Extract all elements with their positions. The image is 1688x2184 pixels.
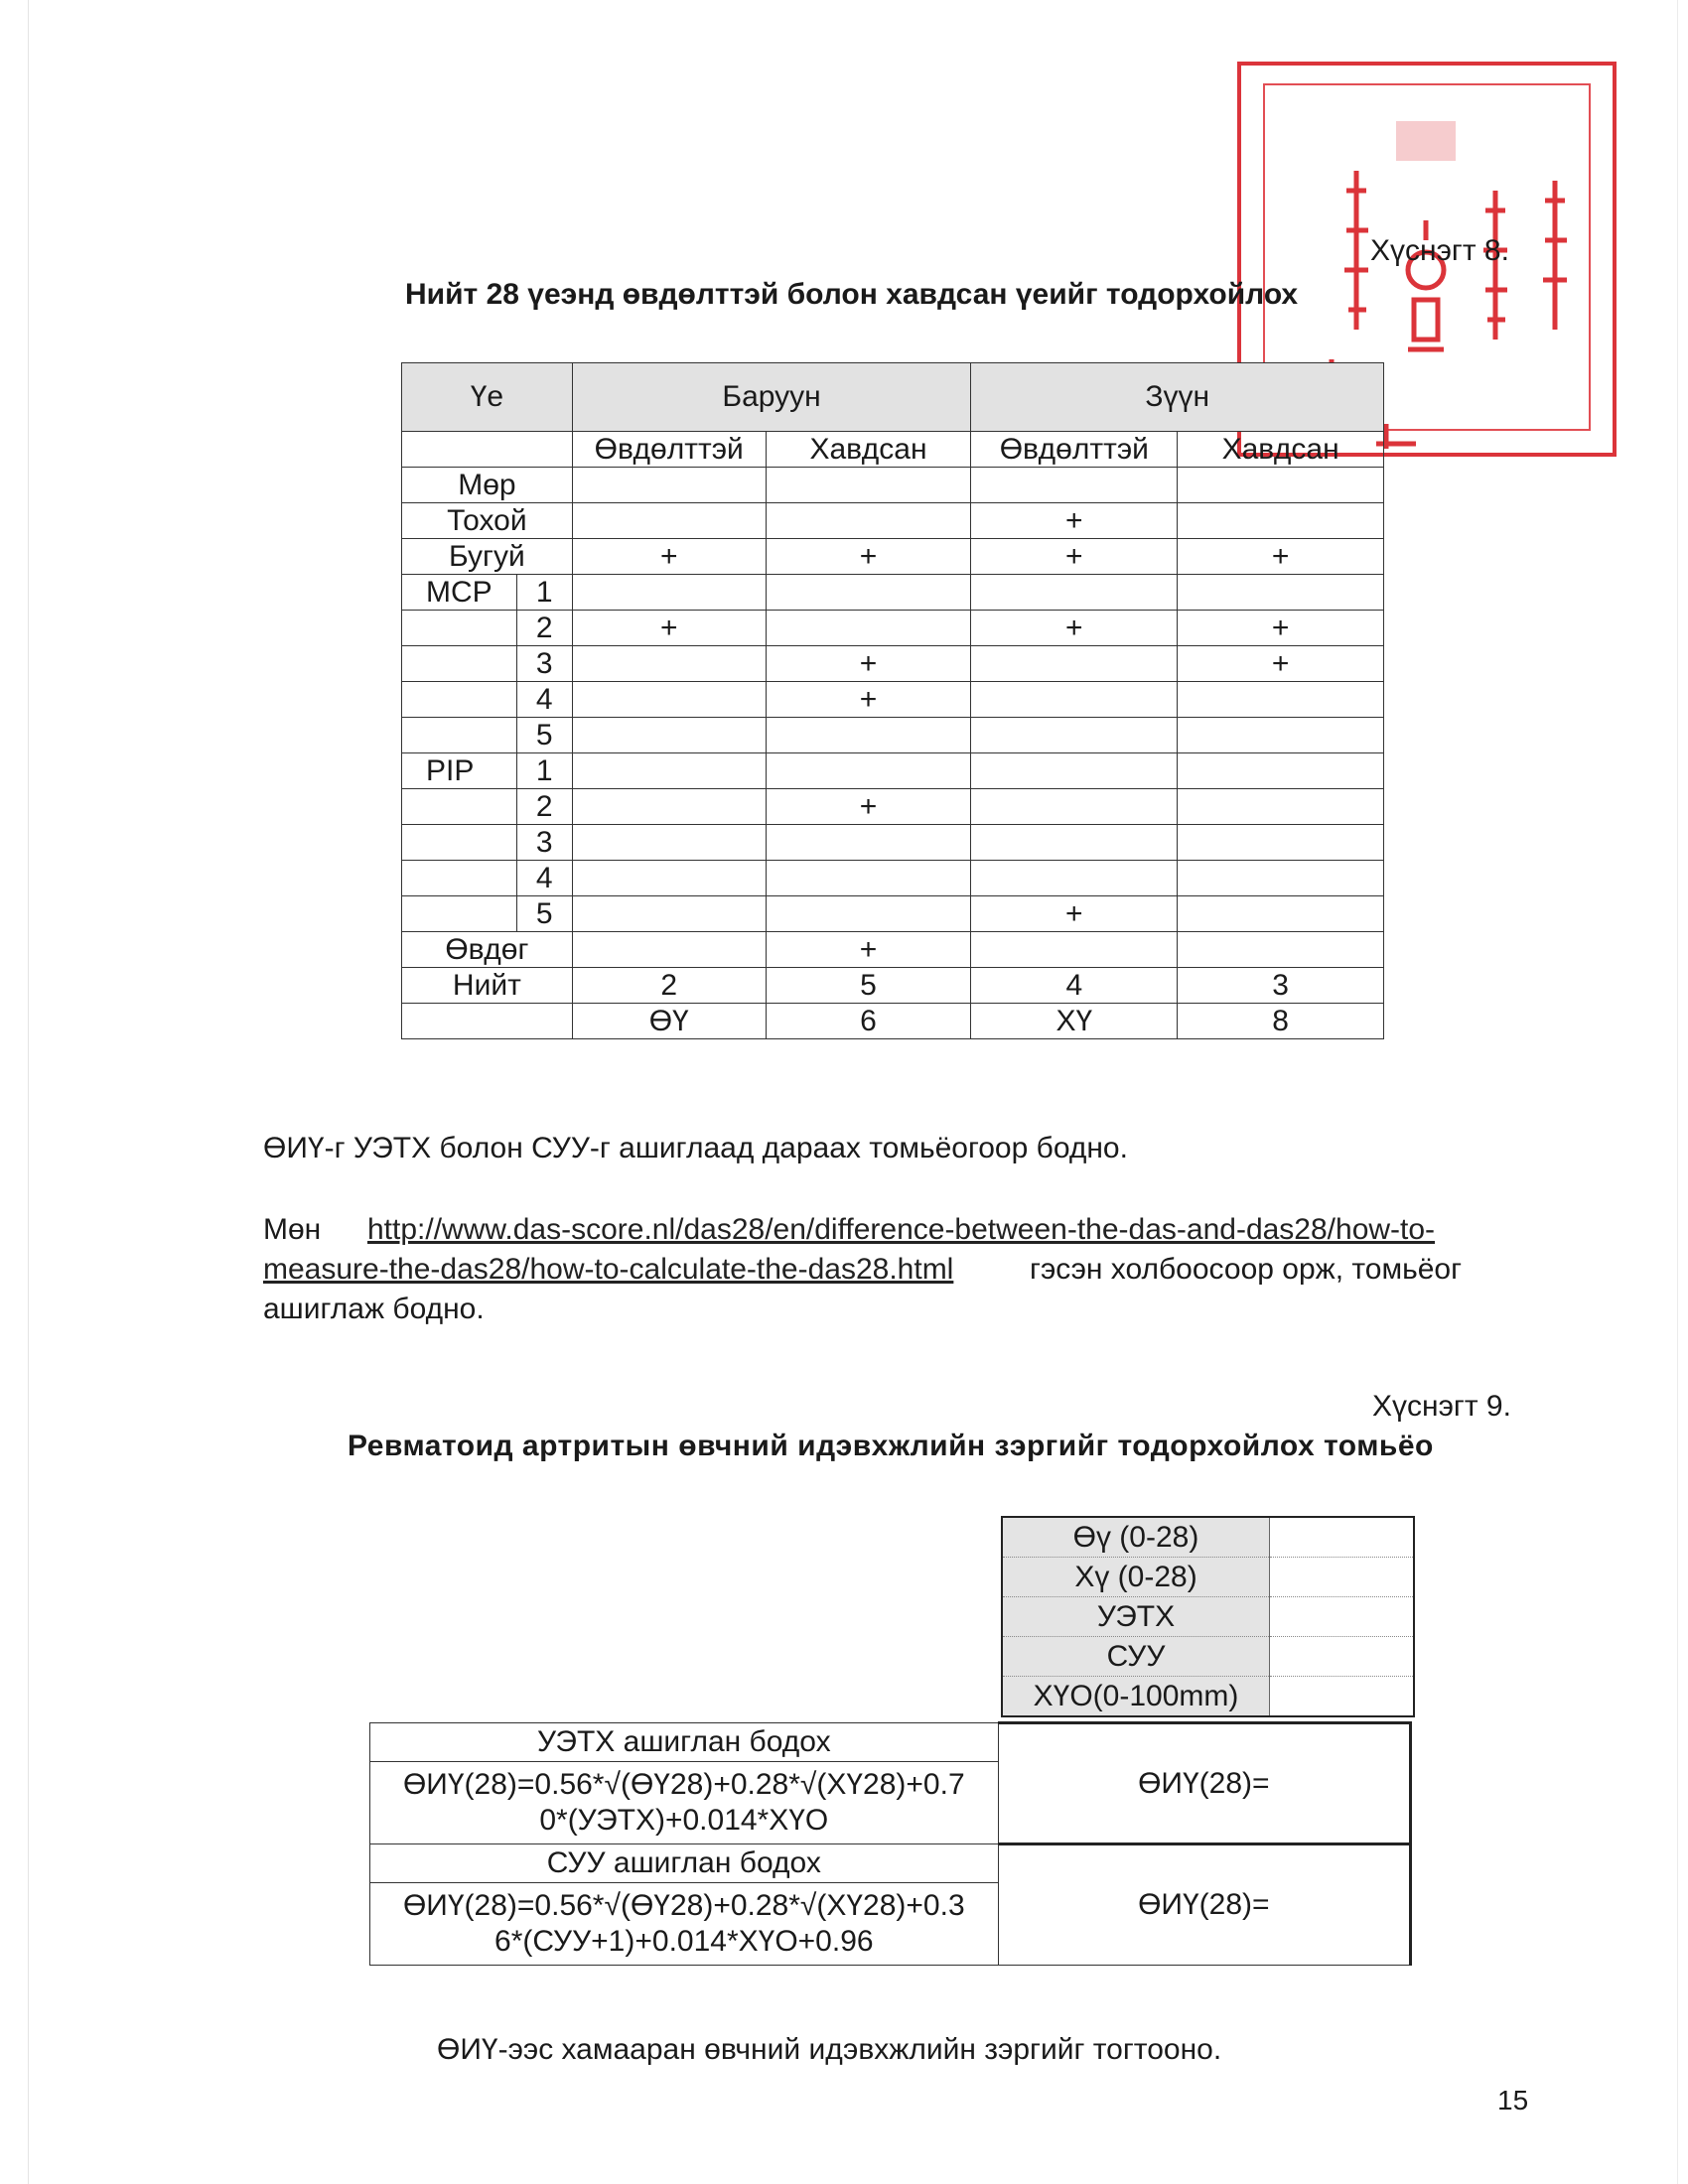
summary-ou-label: ӨҮ (572, 1004, 766, 1039)
das-input-table (1001, 1516, 1415, 1717)
total-right-pain: 2 (572, 968, 766, 1004)
esr-result-label: ӨИҮ(28)= (1138, 1766, 1270, 1800)
right-swollen-cell (766, 611, 971, 646)
esr-formula-line1: ӨИҮ(28)=0.56*√(ӨҮ28)+0.28*√(ХҮ28)+0.7 (402, 1768, 965, 1801)
left-pain-cell: + (971, 611, 1178, 646)
right-swollen-cell (766, 575, 971, 611)
left-swollen-cell (1178, 575, 1384, 611)
joint-name (402, 897, 426, 930)
joint-name: МСР (426, 575, 492, 609)
left-swollen-cell (1178, 468, 1384, 503)
total-left-swollen: 3 (1178, 968, 1384, 1004)
total-label: Нийт (402, 968, 573, 1004)
joint-cell (402, 503, 573, 539)
joint-count-table (401, 362, 1384, 1039)
right-swollen-cell: + (766, 789, 971, 825)
left-swollen-cell: + (1178, 611, 1384, 646)
das-calculation-table (369, 1721, 1412, 1966)
right-swollen-cell: + (766, 539, 971, 575)
right-pain-cell (572, 575, 766, 611)
input-label: СУУ (1002, 1637, 1270, 1677)
annex8-title: Нийт 28 үеэнд өвдөлттэй болон хавдсан үеийг тодорхойлох (405, 278, 1299, 311)
joint-name: Өвдөг (445, 932, 529, 966)
esr-formula (370, 1762, 999, 1844)
left-swollen-cell: + (1178, 539, 1384, 575)
joint-subnumber: 4 (516, 861, 572, 895)
input-row (1002, 1637, 1414, 1677)
table-row (402, 503, 1384, 539)
joint-subnumber: 2 (516, 789, 572, 824)
input-label: Хү (0-28) (1002, 1558, 1270, 1597)
header-right: Баруун (572, 363, 971, 432)
table-row (402, 539, 1384, 575)
right-swollen-cell: + (766, 646, 971, 682)
joint-subnumber: 1 (516, 753, 572, 788)
table-row (402, 718, 1384, 753)
total-left-pain: 4 (971, 968, 1178, 1004)
left-swollen-cell (1178, 932, 1384, 968)
joint-name: Мөр (458, 468, 516, 501)
header-joint: Үе (402, 363, 573, 432)
annex8-label: Хүснэгт 8. (1370, 234, 1509, 267)
table-row (402, 932, 1384, 968)
table-row-total (402, 968, 1384, 1004)
left-swollen-cell (1178, 753, 1384, 789)
esr-formula-line2: 0*(УЭТХ)+0.014*ХҮО (539, 1804, 829, 1837)
left-pain-cell (971, 789, 1178, 825)
joint-cell (402, 646, 573, 682)
left-pain-cell (971, 575, 1178, 611)
input-row (1002, 1517, 1414, 1558)
left-swollen-cell (1178, 503, 1384, 539)
joint-subnumber: 4 (516, 682, 572, 717)
summary-blank (402, 1004, 573, 1039)
esr-header: УЭТХ ашиглан бодох (370, 1723, 999, 1762)
paragraph-line3: ашиглаж бодно. (263, 1293, 485, 1325)
right-pain-cell: + (572, 611, 766, 646)
right-pain-cell (572, 932, 766, 968)
joint-cell (402, 682, 573, 718)
right-pain-cell: + (572, 539, 766, 575)
table-row (402, 825, 1384, 861)
crp-result (998, 1844, 1410, 1966)
left-pain-cell (971, 753, 1178, 789)
right-pain-cell (572, 468, 766, 503)
joint-subnumber: 5 (516, 896, 572, 931)
right-pain-cell (572, 896, 766, 932)
left-swollen-cell (1178, 896, 1384, 932)
joint-name: Тохой (447, 503, 527, 537)
table-row (402, 789, 1384, 825)
table-row (402, 861, 1384, 896)
left-swollen-cell (1178, 789, 1384, 825)
joint-cell (402, 861, 573, 896)
joint-cell (402, 932, 573, 968)
joint-cell (402, 753, 573, 789)
joint-cell (402, 718, 573, 753)
joint-name: PIP (426, 753, 475, 787)
input-label: ХҮО(0-100mm) (1002, 1677, 1270, 1717)
joint-subnumber: 1 (516, 575, 572, 610)
left-pain-cell (971, 718, 1178, 753)
input-value-field[interactable] (1270, 1637, 1415, 1677)
right-pain-cell (572, 646, 766, 682)
annex9-title: Ревматоид артритын өвчний идэвхжлийн зэргийг тодорхойлох томьёо (348, 1430, 1434, 1462)
left-swollen-cell (1178, 682, 1384, 718)
left-pain-cell (971, 932, 1178, 968)
right-swollen-cell: + (766, 932, 971, 968)
paragraph-link-prefix: Мөн (263, 1213, 322, 1246)
left-swollen-cell (1178, 718, 1384, 753)
joint-name (402, 719, 426, 751)
table-row (402, 682, 1384, 718)
left-pain-cell: + (971, 539, 1178, 575)
esr-result (998, 1723, 1410, 1844)
crp-formula (370, 1883, 999, 1966)
header-right-pain: Өвдөлттэй (572, 432, 766, 468)
left-pain-cell (971, 825, 1178, 861)
table-row (402, 896, 1384, 932)
table-row (402, 646, 1384, 682)
right-swollen-cell (766, 468, 971, 503)
header-left: Зүүн (971, 363, 1384, 432)
table-row (402, 468, 1384, 503)
right-swollen-cell (766, 753, 971, 789)
input-row (1002, 1677, 1414, 1717)
summary-hu-label: ХҮ (971, 1004, 1178, 1039)
crp-header: СУУ ашиглан бодох (370, 1844, 999, 1883)
joint-cell (402, 575, 573, 611)
crp-result-label: ӨИҮ(28)= (1138, 1888, 1270, 1921)
left-pain-cell (971, 861, 1178, 896)
das28-link[interactable]: http://www.das-score.nl/das28/en/difference-between-the-das-and-das28/how-to- (367, 1213, 1436, 1246)
input-value-field[interactable] (1270, 1517, 1415, 1558)
left-swollen-cell (1178, 825, 1384, 861)
right-swollen-cell (766, 896, 971, 932)
paragraph-link-suffix: гэсэн холбоосоор орж, томьёог (1030, 1253, 1463, 1286)
right-swollen-cell (766, 718, 971, 753)
joint-cell (402, 539, 573, 575)
left-pain-cell: + (971, 503, 1178, 539)
joint-cell (402, 468, 573, 503)
joint-name (402, 862, 426, 894)
header-left-pain: Өвдөлттэй (971, 432, 1178, 468)
annex9-label: Хүснэгт 9. (1372, 1390, 1511, 1423)
crp-formula-line2: 6*(СУУ+1)+0.014*ХҮО+0.96 (494, 1925, 874, 1958)
joint-cell (402, 789, 573, 825)
crp-formula-line1: ӨИҮ(28)=0.56*√(ӨҮ28)+0.28*√(ХҮ28)+0.3 (402, 1889, 965, 1922)
right-swollen-cell (766, 861, 971, 896)
right-pain-cell (572, 503, 766, 539)
summary-ou-value: 6 (766, 1004, 971, 1039)
joint-name (402, 826, 426, 859)
input-value-field[interactable] (1270, 1558, 1415, 1597)
table-row-summary (402, 1004, 1384, 1039)
input-label: УЭТХ (1002, 1597, 1270, 1637)
left-pain-cell (971, 468, 1178, 503)
right-pain-cell (572, 861, 766, 896)
joint-name: Бугуй (449, 539, 525, 573)
left-pain-cell (971, 646, 1178, 682)
total-right-swollen: 5 (766, 968, 971, 1004)
joint-cell (402, 611, 573, 646)
closing-sentence: ӨИҮ-ээс хамааран өвчний идэвхжлийн зэргийг тогтооно. (437, 2033, 1222, 2066)
left-pain-cell: + (971, 896, 1178, 932)
joint-name (402, 790, 426, 823)
joint-cell (402, 825, 573, 861)
right-swollen-cell: + (766, 682, 971, 718)
page-number: 15 (1497, 2085, 1529, 2116)
left-swollen-cell: + (1178, 646, 1384, 682)
input-value-field[interactable] (1270, 1597, 1415, 1637)
input-row (1002, 1558, 1414, 1597)
joint-name (402, 612, 426, 644)
right-swollen-cell (766, 503, 971, 539)
table-row (402, 611, 1384, 646)
right-pain-cell (572, 825, 766, 861)
joint-subnumber: 3 (516, 646, 572, 681)
right-pain-cell (572, 718, 766, 753)
left-swollen-cell (1178, 861, 1384, 896)
right-pain-cell (572, 682, 766, 718)
summary-hu-value: 8 (1178, 1004, 1384, 1039)
header-right-swollen: Хавдсан (766, 432, 971, 468)
joint-cell (402, 896, 573, 932)
header-left-swollen: Хавдсан (1178, 432, 1384, 468)
joint-subnumber: 3 (516, 825, 572, 860)
right-pain-cell (572, 789, 766, 825)
right-swollen-cell (766, 825, 971, 861)
joint-subnumber: 2 (516, 611, 572, 645)
input-label: Өү (0-28) (1002, 1517, 1270, 1558)
paragraph-formula-intro: ӨИҮ-г УЭТХ болон СУУ-г ашиглаад дараах томьёогоор бодно. (263, 1132, 1128, 1164)
input-value-field[interactable] (1270, 1677, 1415, 1717)
joint-name (402, 683, 426, 716)
table-row (402, 753, 1384, 789)
left-pain-cell (971, 682, 1178, 718)
joint-name (402, 647, 426, 680)
header-blank (402, 432, 573, 468)
das28-link-cont[interactable]: measure-the-das28/how-to-calculate-the-das28.html (263, 1253, 954, 1286)
table-row (402, 575, 1384, 611)
joint-subnumber: 5 (516, 718, 572, 752)
input-row (1002, 1597, 1414, 1637)
right-pain-cell (572, 753, 766, 789)
